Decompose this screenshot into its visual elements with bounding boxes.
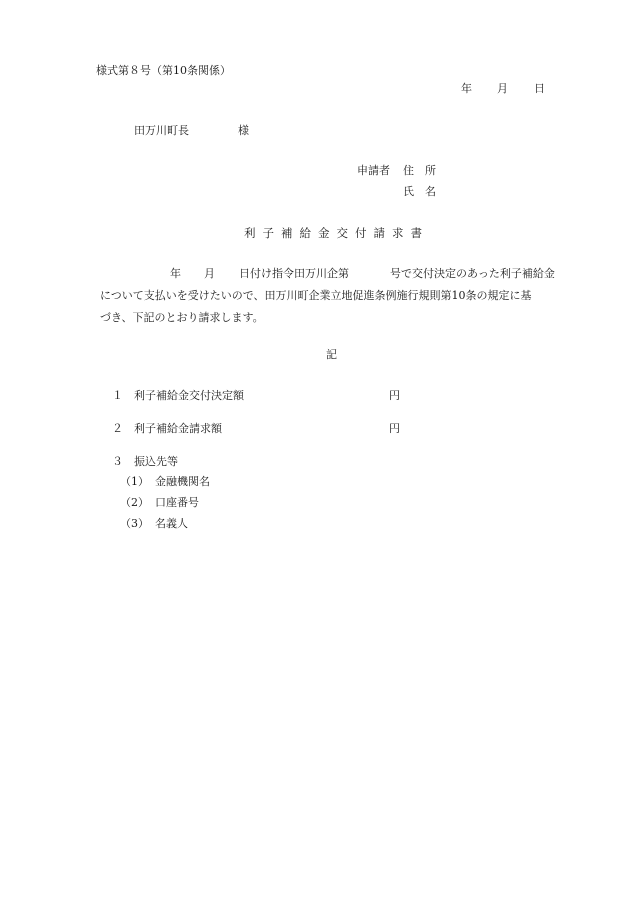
item-label: 利子補給金交付決定額 bbox=[134, 389, 244, 402]
ki-heading: 記 bbox=[326, 348, 337, 361]
subitem-label: 名義人 bbox=[155, 517, 188, 530]
item-number: ２ bbox=[112, 422, 123, 435]
date-month-label: 月 bbox=[497, 82, 508, 95]
item-unit: 円 bbox=[389, 422, 400, 435]
subitem-number: （3） bbox=[120, 517, 149, 530]
body-line1-rest: 号で交付決定のあった利子補給金 bbox=[390, 267, 555, 280]
subitem-number: （1） bbox=[120, 475, 149, 488]
body-year: 年 bbox=[170, 267, 181, 280]
item-number: １ bbox=[112, 389, 123, 402]
subitem-number: （2） bbox=[120, 496, 149, 509]
applicant-address-label: 住 所 bbox=[403, 164, 436, 177]
body-reference: 日付け指令田万川企第 bbox=[239, 267, 349, 280]
applicant-label: 申請者 bbox=[357, 164, 390, 177]
body-line2: について支払いを受けたいので、田万川町企業立地促進条例施行規則第10条の規定に基 bbox=[100, 289, 532, 302]
item-label: 振込先等 bbox=[134, 455, 178, 468]
date-year-label: 年 bbox=[461, 82, 472, 95]
item-label: 利子補給金請求額 bbox=[134, 422, 222, 435]
addressee-name: 田万川町長 bbox=[134, 124, 189, 137]
addressee-honorific: 様 bbox=[238, 124, 249, 137]
form-number: 様式第８号（第10条関係） bbox=[96, 64, 231, 77]
body-line3: づき、下記のとおり請求します。 bbox=[100, 311, 264, 324]
document-title: 利子補給金交付請求書 bbox=[244, 226, 429, 240]
subitem-label: 口座番号 bbox=[155, 496, 199, 509]
subitem-label: 金融機関名 bbox=[155, 475, 210, 488]
item-number: ３ bbox=[112, 455, 123, 468]
date-day-label: 日 bbox=[534, 82, 545, 95]
item-unit: 円 bbox=[389, 389, 400, 402]
body-month: 月 bbox=[204, 267, 215, 280]
applicant-name-label: 氏 名 bbox=[403, 185, 436, 198]
